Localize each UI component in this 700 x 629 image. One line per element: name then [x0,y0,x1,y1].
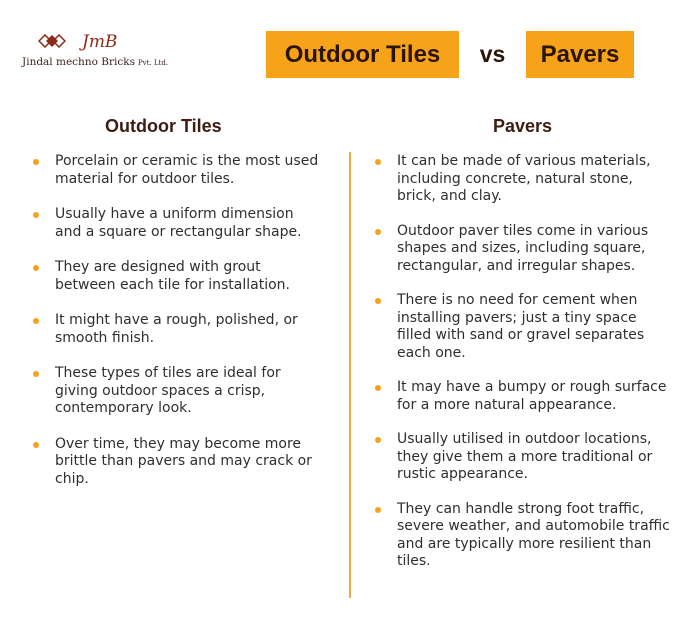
header-vs-label: vs [479,41,506,67]
bullet-icon [375,437,381,443]
list-item-text: They are designed with grout between each tile for installation. [55,259,290,293]
bullet-icon [33,265,39,271]
list-item-text: These types of tiles are ideal for giving outdoor spaces a crisp, contemporary look. [55,365,281,416]
list-item-text: There is no need for cement when installing pavers; just a tiny space filled with sand or gravel separates each one. [397,292,645,361]
list-item [375,431,675,484]
list-item [33,153,323,188]
list-item [33,206,323,241]
list-item [375,223,675,276]
list-item-text: Over time, they may become more brittle than pavers and may crack or chip. [55,435,312,487]
list-item-text: Outdoor paver tiles come in various shapes and sizes, including square, rectangular, and irregular shapes. [397,222,649,274]
header-outdoor-tiles-box: Outdoor Tiles [266,31,459,78]
list-item [33,259,323,294]
list-item-text: It may have a bumpy or rough surface for a more natural appearance. [397,379,667,413]
bullet-icon [33,371,39,377]
list-item-text: Usually have a uniform dimension and a square or rectangular shape. [55,206,302,240]
bullet-icon [375,507,381,513]
list-item [375,292,675,362]
bullet-icon [375,385,381,391]
header-pavers-box: Pavers [526,31,634,78]
bullet-icon [375,159,381,165]
list-item [375,153,675,206]
bullet-icon [33,212,39,218]
list-item-text: It can be made of various materials, including concrete, natural stone, brick, and clay. [397,153,651,204]
right-column-title: Pavers [493,116,553,136]
logo-monogram: JmB [82,32,118,52]
list-item-text: Usually utilised in outdoor locations, they give them a more traditional or rustic appearance. [397,431,653,482]
list-item [375,501,675,571]
list-item [33,365,323,418]
company-suffix: Pvt. Ltd. [137,59,169,67]
list-item-text: Porcelain or ceramic is the most used material for outdoor tiles. [55,153,319,187]
outdoor-tiles-list [33,153,323,506]
column-divider [349,152,351,598]
logo-company-name [22,56,168,68]
bullet-icon [375,298,381,304]
bullet-icon [375,229,381,235]
bullet-icon [33,318,39,324]
left-column-title: Outdoor Tiles [105,116,222,136]
list-item [375,379,675,414]
list-item-text: It might have a rough, polished, or smooth finish. [55,312,298,346]
bullet-icon [33,159,39,165]
company-name: Jindal mechno Bricks [22,56,135,68]
list-item-text: They can handle strong foot traffic, severe weather, and automobile traffic and are typically more resilient than tiles. [397,500,670,569]
diamond-logo-icon [38,34,66,48]
pavers-list [375,153,675,588]
company-logo [22,32,192,77]
list-item [33,312,323,347]
list-item [33,436,323,489]
bullet-icon [33,442,39,448]
